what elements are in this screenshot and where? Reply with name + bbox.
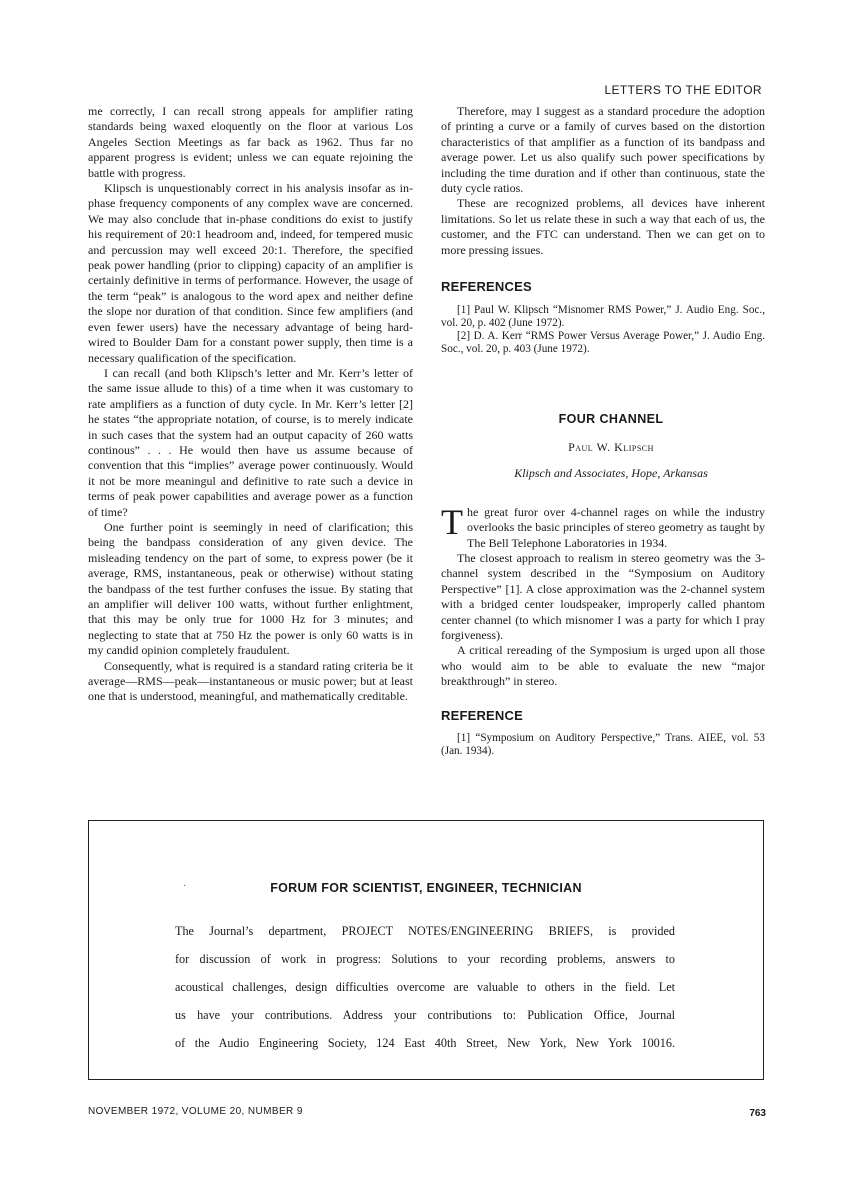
paragraph: I can recall (and both Klipsch’s letter and Mr. Kerr’s letter of the same issue allude to this) of a time when it was customary to rate amplifiers as a function of duty cycle. In Mr. Kerr’s letter [2] he states “the appropriate notation, of course, is to merely indicate in such cases that the system had an output capacity of 260 watts continous” . . . He would then have us assume because of convention that this “implies” average power continuously. Would it not be more meaningul and definitive to rate such a device in terms of peak power capabilities and average power as a function of time? [88,365,413,519]
page-number: 763 [749,1108,766,1119]
right-column [441,104,765,758]
references-heading: REFERENCES [441,279,532,295]
reference-heading: REFERENCE [441,707,523,723]
left-column [88,104,413,705]
forum-body [175,917,675,1057]
footer-issue: NOVEMBER 1972, VOLUME 20, NUMBER 9 [88,1106,303,1117]
forum-line: The Journal’s department, PROJECT NOTES/ENGINEERING BRIEFS, is provided [175,924,675,938]
forum-line: of the Audio Engineering Society, 124 East 40th Street, New York, New York 10016. [175,1036,675,1050]
forum-title: FORUM FOR SCIENTIST, ENGINEER, TECHNICIAN [270,881,582,895]
forum-line: acoustical challenges, design difficulties overcome are valuable to others in the field. Let [175,980,675,994]
first-paragraph-text: he great furor over 4-channel rages on while the industry overlooks the basic principles of stereo geometry as taught by The Bell Telephone Laboratories in 1934. [467,504,765,550]
forum-line: us have your contributions. Address your contributions to: Publication Office, Journal [175,1008,675,1022]
forum-line: for discussion of work in progress: Solutions to your recording problems, answers to [175,952,675,966]
paragraph: Therefore, may I suggest as a standard procedure the adoption of printing a curve or a family of curves based on the distortion characteristics of that amplifier as a function of its bandpass and average power. Let us also qualify such power specifications by including the time duration and if other than continuous, state the duty cycle ratios. [441,104,765,196]
paragraph: One further point is seemingly in need of clarification; this being the bandpass consideration of any given device. The misleading tendency on the part of some, to express power (be it average, RMS, instantaneous, peak or otherwise) without stating the bandpass of the test further confuses the issue. By stating that an amplifier will deliver 100 watts, without further enlightment, that this may be only true for 1000 Hz for 3 minutes; and neglecting to state that at 750 Hz the power is only 60 watts is in my candid opinion completely fraudulent. [88,519,413,658]
paragraph: Consequently, what is required is a standard rating criteria be it average—RMS—peak—instantaneous or music power; but at least one that is understood, meaningful, and mathematically creditable. [88,658,413,704]
article-affiliation: Klipsch and Associates, Hope, Arkansas [514,466,708,481]
paragraph: The closest approach to realism in stereo geometry was the 3-channel system described in the “Symposium on Auditory Perspective” [1]. A close approximation was the 2-channel system with a bridged center loudspeaker, improperly called phantom center channel (to which misnomer I was a party for which I pray forgiveness). [441,550,765,642]
reference-item: [1] Paul W. Klipsch “Misnomer RMS Power,” J. Audio Eng. Soc., vol. 20, p. 402 (June 1972). [441,304,765,330]
forum-box [88,820,764,1080]
paragraph: These are recognized problems, all devices have inherent limitations. So let us relate these in such a way that each of us, the customer, and the FTC can understand. Then we can get on to more pressing issues. [441,196,765,257]
article-first-paragraph [441,501,765,551]
paragraph: Klipsch is unquestionably correct in his analysis insofar as in-phase frequency components of any complex wave are concerned. We may also conclude that in-phase conditions do exist to justify his requirement of 20:1 headroom and, indeed, for tempered music and percussion may well exceed 20:1. Therefore, the specified peak power handling (prior to clipping) capacity of an amplifier is certainly definitive in terms of performance. However, the usage of the term “peak” is analogous to the word apex and neither define the slope nor duration of that condition. Since few amplifiers (and even fewer users) have the necessary advantage of being hard-wired to Boulder Dam for a constant power supply, then time is a necessary qualification of the specification. [88,181,413,365]
reference-item: [1] “Symposium on Auditory Perspective,” Trans. AIEE, vol. 53 (Jan. 1934). [441,731,765,757]
margin-dot: · [183,881,187,892]
paragraph: A critical rereading of the Symposium is urged upon all those who would aim to be able to evaluate the new “major breakthrough” in stereo. [441,643,765,689]
paragraph: me correctly, I can recall strong appeals for amplifier rating standards being waxed eloquently on the floor at various Los Angeles Section Meetings as far back as 1962. Thus far no apparent progress is evident; unless we can equate rejoining the battle with progress. [88,104,413,180]
article-author: Paul W. Klipsch [568,439,654,454]
dropcap: T [441,501,463,542]
article-title: FOUR CHANNEL [558,412,664,427]
reference-item: [2] D. A. Kerr “RMS Power Versus Average Power,” J. Audio Eng. Soc., vol. 20, p. 403 (June 1972). [441,330,765,356]
running-head: LETTERS TO THE EDITOR [604,83,762,97]
